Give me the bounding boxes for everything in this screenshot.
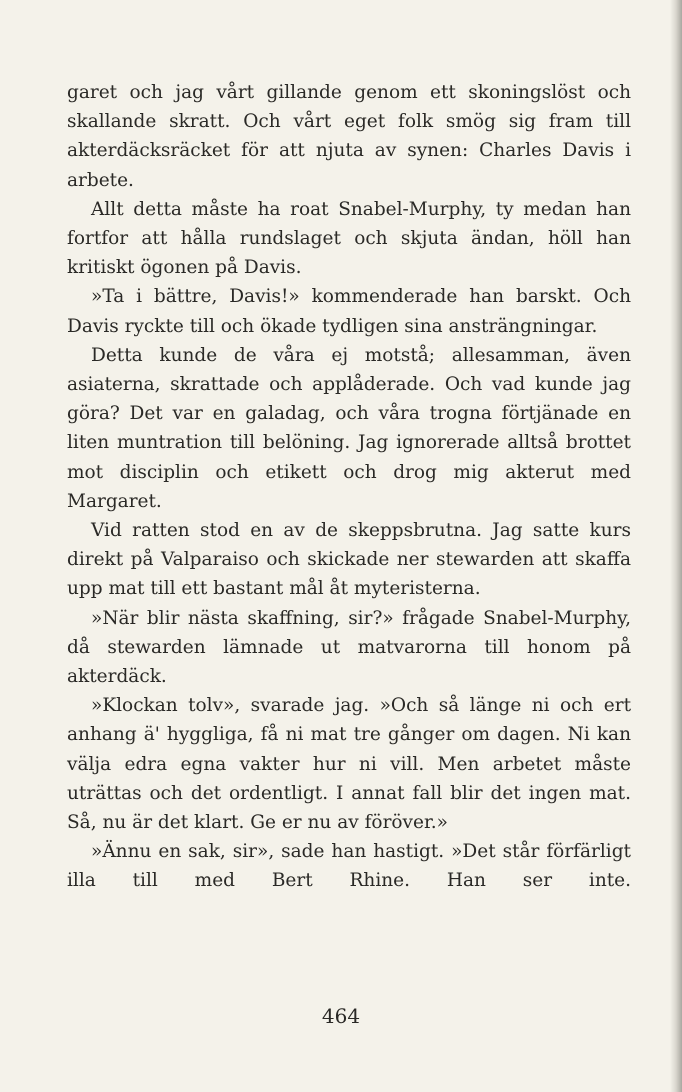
body-text xyxy=(67,78,631,896)
page-number: 464 xyxy=(321,1004,361,1028)
paragraph-4: Detta kunde de våra ej motstå; allesamman, även asiaterna, skrattade och applåderade. Och vad kunde jag göra? Det var en galadag, och våra trogna förtjänade en liten muntration till belöning. Jag ignorerade alltså brottet mot disciplin och etikett och drog mig akterut med Margaret. xyxy=(67,344,631,512)
page-edge-shadow xyxy=(670,0,682,1092)
paragraph-7: »Klockan tolv», svarade jag. »Och så länge ni och ert anhang ä' hyggliga, få ni mat tre gånger om dagen. Ni kan välja edra egna vakter hur ni vill. Men arbetet måste uträttas och det ordentligt. I annat fall blir det ingen mat. Så, nu är det klart. Ge er nu av föröver.» xyxy=(67,695,631,834)
paragraph-3: »Ta i bättre, Davis!» kommenderade han barskt. Och Davis ryckte till och ökade tydligen sina ansträngningar. xyxy=(67,286,631,337)
paragraph-2: Allt detta måste ha roat Snabel-Murphy, ty medan han fortfor att hålla rundslaget och skjuta ändan, höll han kritiskt ögonen på Davis. xyxy=(67,198,631,279)
paragraph-6: »När blir nästa skaffning, sir?» frågade Snabel-Murphy, då stewarden lämnade ut matvarorna till honom på akterdäck. xyxy=(67,607,631,688)
paragraph-5: Vid ratten stod en av de skeppsbrutna. Jag satte kurs direkt på Valparaiso och skickade ner stewarden att skaffa upp mat till ett bastant mål åt myteristerna. xyxy=(67,520,631,600)
paragraph-8: »Ännu en sak, sir», sade han hastigt. »Det står förfärligt illa till med Bert Rhine. Han ser inte. xyxy=(67,841,631,892)
paragraph-1: garet och jag vårt gillande genom ett skoningslöst och skallande skratt. Och vårt eget folk smög sig fram till akterdäcksräcket för att njuta av synen: Charles Davis i arbete. xyxy=(67,82,631,191)
